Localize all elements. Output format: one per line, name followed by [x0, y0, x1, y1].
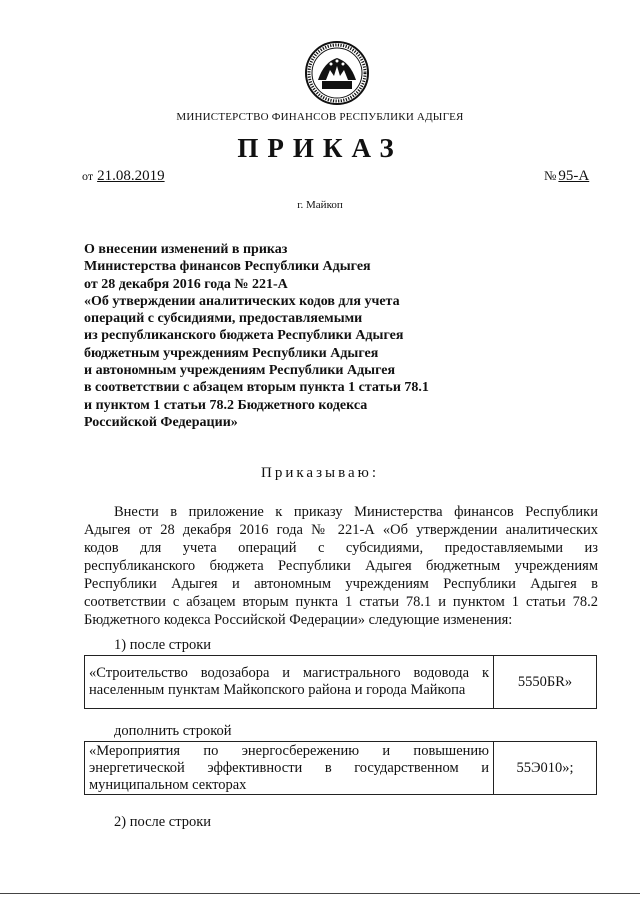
subject-line: и пунктом 1 статьи 78.2 Бюджетного кодекса: [84, 397, 368, 413]
subject-line: операций с субсидиями, предоставляемыми: [84, 311, 363, 327]
body-line: соответствии с абзацем вторым пункта 1 статьи 78.1 и пунктом 1 статьи 78.2: [84, 594, 598, 610]
date-value: 21.08.2019: [97, 168, 165, 184]
subject-line: в соответствии с абзацем вторым пункта 1 статьи 78.1: [84, 380, 429, 396]
row-code: 5550БR»: [494, 656, 597, 709]
body-line: Бюджетного кодекса Российской Федерации» следующие изменения:: [84, 612, 513, 628]
body-line: Республики Адыгея и автономным учреждениям Республики Адыгея в: [84, 576, 598, 592]
existing-row-table: [84, 655, 597, 709]
row-code: 55Э010»;: [494, 742, 597, 795]
page-bottom-rule: [0, 893, 640, 894]
order-date: [82, 168, 165, 185]
item-1-label: 1) после строки: [114, 637, 212, 653]
body-line: Адыгея от 28 декабря 2016 года № 221-А «Об утверждении аналитических: [84, 522, 598, 538]
date-prefix: от: [82, 169, 94, 183]
subject-line: и автономным учреждениям Республики Адыгея: [84, 363, 396, 379]
number-value: 95-А: [558, 168, 590, 184]
body-paragraph: [84, 503, 598, 629]
item-2-label: 2) после строки: [114, 814, 212, 830]
number-prefix: №: [544, 168, 557, 183]
subject-line: от 28 декабря 2016 года № 221-А: [84, 276, 288, 292]
coat-of-arms-emblem: [304, 40, 370, 106]
row-description: «Мероприятия по энергосбережению и повышению энергетической эффективности в государственном и муниципальном секторах: [85, 742, 494, 795]
order-subject: [84, 241, 484, 431]
city-name: г. Майкоп: [297, 199, 343, 211]
order-number: [544, 168, 589, 185]
body-line: кодов для учета операций с субсидиями, предоставляемыми из: [84, 540, 598, 556]
subject-line: О внесении изменений в приказ: [84, 242, 288, 257]
table-row: [85, 742, 597, 795]
subject-line: Российской Федерации»: [84, 414, 238, 430]
row-description: «Строительство водозабора и магистрального водовода к населенным пунктам Майкопского района и города Майкопа: [85, 656, 494, 709]
added-row-table: [84, 741, 597, 795]
subject-line: бюджетным учреждениям Республики Адыгея: [84, 345, 379, 361]
body-line: республиканского бюджета Республики Адыгея бюджетным учреждениям: [84, 558, 598, 574]
subject-line: «Об утверждении аналитических кодов для учета: [84, 293, 400, 309]
subject-line: из республиканского бюджета Республики Адыгея: [84, 328, 404, 344]
body-line: Внести в приложение к приказу Министерства финансов Республики: [114, 504, 598, 520]
document-type-title: ПРИКАЗ: [237, 133, 403, 163]
order-directive-word: Приказываю:: [261, 465, 379, 481]
add-row-label: дополнить строкой: [114, 723, 232, 739]
table-row: [85, 656, 597, 709]
subject-line: Министерства финансов Республики Адыгея: [84, 259, 371, 275]
ministry-name: МИНИСТЕРСТВО ФИНАНСОВ РЕСПУБЛИКИ АДЫГЕЯ: [176, 111, 464, 123]
